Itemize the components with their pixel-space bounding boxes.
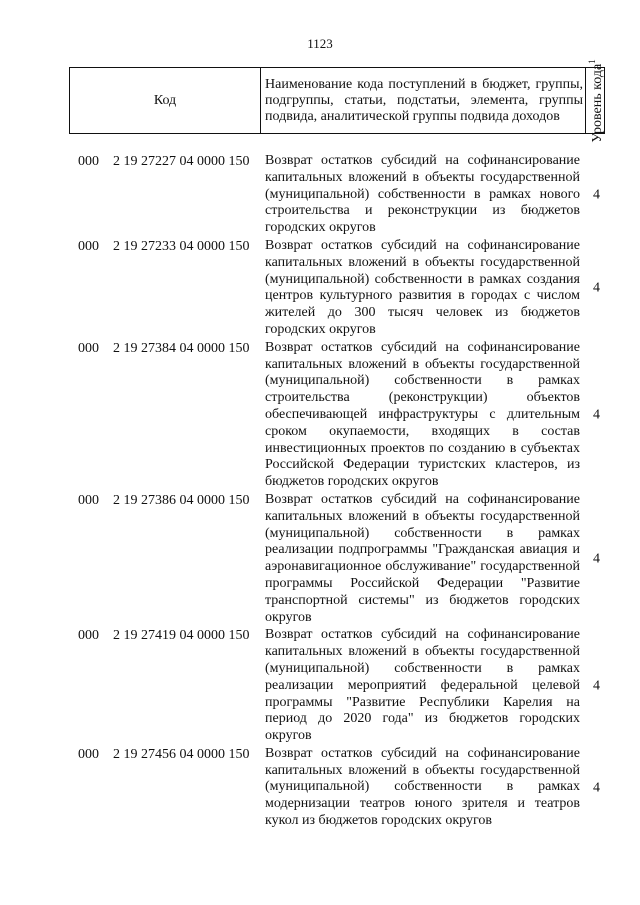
row-level: 4 bbox=[593, 678, 600, 694]
row-name: Возврат остатков субсидий на софинансирование капитальных вложений в объекты государственной (муниципальной) собственности в рамках строительства (реконструкции) объектов обеспечивающей инфраструктуры с длительным сроком окупаемости, входящих в состав инвестиционных проектов по созданию в субъектах Российской Федерации туристских кластеров, из бюджетов городских округов bbox=[265, 339, 580, 490]
row-class-code: 000 bbox=[78, 628, 99, 644]
header-level-footnote: 1 bbox=[587, 58, 598, 64]
row-class-code: 000 bbox=[78, 154, 99, 169]
page-number: 1123 bbox=[307, 36, 333, 51]
header-code: Код bbox=[70, 68, 261, 134]
row-class-code: 000 bbox=[78, 340, 99, 356]
header-level-label bbox=[585, 59, 605, 142]
row-level: 4 bbox=[593, 407, 600, 423]
row-level: 4 bbox=[593, 780, 600, 796]
row-code: 2 19 27386 04 0000 150 bbox=[113, 492, 250, 508]
row-code: 2 19 27419 04 0000 150 bbox=[113, 628, 250, 644]
row-level: 4 bbox=[593, 551, 600, 567]
row-code: 2 19 27233 04 0000 150 bbox=[113, 238, 250, 254]
table-header bbox=[69, 58, 605, 143]
table-row bbox=[0, 746, 640, 830]
row-class-code: 000 bbox=[78, 492, 99, 508]
row-name: Возврат остатков субсидий на софинансирование капитальных вложений в объекты государственной (муниципальной) собственности в рамках реализации мероприятий федеральной целевой программы "Развитие Республики Карелия на период до 2020 года" из бюджетов городских округов bbox=[265, 627, 580, 744]
table-row bbox=[0, 627, 640, 745]
row-name: Возврат остатков субсидий на софинансирование капитальных вложений в объекты государственной (муниципальной) собственности в рамках создания центров культурного развития в городах с числом жителей до 300 тысяч человек из бюджетов городских округов bbox=[265, 237, 580, 337]
row-class-code: 000 bbox=[78, 746, 99, 762]
row-code: 2 19 27227 04 0000 150 bbox=[113, 154, 250, 169]
table-row bbox=[0, 153, 640, 237]
row-name: Возврат остатков субсидий на софинансирование капитальных вложений в объекты государственной (муниципальной) собственности в рамках модернизации театров юного зрителя и театров кукол из бюджетов городских округов bbox=[265, 745, 580, 829]
row-level: 4 bbox=[593, 280, 600, 296]
row-level: 4 bbox=[593, 187, 600, 203]
code-list bbox=[0, 153, 640, 830]
table-row bbox=[0, 238, 640, 339]
header-level bbox=[586, 58, 605, 143]
row-name: Возврат остатков субсидий на софинансирование капитальных вложений в объекты государственной (муниципальной) собственности в рамках реализации подпрограммы "Гражданская авиация и аэронавигационное обслуживание" государственной программы Российской Федерации "Развитие транспортной системы" из бюджетов городских округов bbox=[265, 491, 580, 625]
header-level-text: Уровень кода bbox=[589, 63, 605, 143]
row-class-code: 000 bbox=[78, 238, 99, 254]
row-name: Возврат остатков субсидий на софинансирование капитальных вложений в объекты государственной (муниципальной) собственности в рамках нового строительства и реконструкции из бюджетов городских округов bbox=[265, 153, 580, 236]
row-code: 2 19 27384 04 0000 150 bbox=[113, 340, 250, 356]
table-row bbox=[0, 492, 640, 626]
table-row bbox=[0, 340, 640, 491]
header-name: Наименование кода поступлений в бюджет, группы, подгруппы, статьи, подстатьи, элемента, группы подвида, аналитической группы подвида доходов bbox=[261, 68, 586, 134]
row-code: 2 19 27456 04 0000 150 bbox=[113, 746, 250, 762]
